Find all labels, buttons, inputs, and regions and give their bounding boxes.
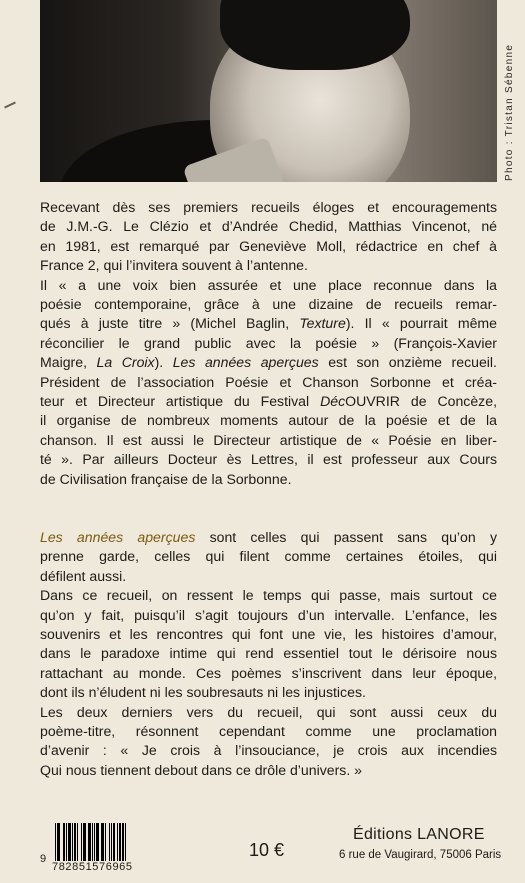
bio-line: en 1981, est remarqué par Geneviève Moll, rédactrice en chef à [40, 237, 497, 254]
bio-line: Président de l’association Poésie et Chanson Sorbonne et créa- [40, 373, 497, 390]
isbn-lead-digit: 9 [40, 853, 47, 865]
isbn-digits: 782851576965 [52, 861, 133, 873]
bio-line: de J.M.-G. Le Clézio et d’Andrée Chedid, Matthias Vincenot, né [40, 218, 497, 235]
blurb-line: Dans ce recueil, on ressent le temps qui passe, mais surtout ce [40, 587, 497, 604]
margin-mark [4, 102, 16, 109]
bio-line: il organise de nombreux moments autour de la poésie et de la [40, 412, 497, 429]
photo-hair [220, 0, 410, 70]
blurb-line: Les années aperçues sont celles qui passent sans qu’on y [40, 529, 497, 545]
bio-line: de Civilisation française de la Sorbonne. [40, 470, 292, 487]
blurb-line: qu’on y fait, puisqu’il s’agit toujours d’un intervalle. L’enfance, les [40, 606, 497, 623]
photo-credit: Photo : Tristan Sébenne [504, 43, 515, 181]
bio-line: teur et Directeur artistique du Festival DécOUVRIR de Concèze, [40, 393, 497, 410]
blurb-line: poème-titre, résonnent cependant comme une proclamation [40, 723, 497, 740]
barcode-bars [55, 823, 167, 861]
price-label: 10 € [249, 840, 285, 860]
book-blurb [40, 528, 497, 780]
blurb-line: d’avenir : « Je crois à l’insouciance, je crois aux incendies [40, 742, 497, 759]
blurb-line: Qui nous tiennent debout dans ce drôle d’univers. » [40, 761, 363, 778]
publisher-name: Éditions LANORE [353, 826, 485, 843]
bio-line: poésie contemporaine, grâce à une dizaine de recueils remar- [40, 296, 497, 313]
blurb-line: dans le paradoxe intime qui rend essentiel tout le dérisoire nous [40, 645, 497, 662]
bio-line: Il « a une voix bien assurée et une place reconnue dans la [40, 276, 497, 293]
blurb-line: Les deux derniers vers du recueil, qui sont aussi ceux du [40, 703, 497, 720]
blurb-line: rattachant au monde. Ces poèmes s’inscrivent dans leur époque, [40, 664, 497, 681]
blurb-line: prenne garde, celles qui filent comme certaines étoiles, qui [40, 548, 497, 565]
blurb-line: dont ils n’éludent ni les soubresauts ni les injustices. [40, 684, 366, 701]
bio-line: té ». Par ailleurs Docteur ès Lettres, il est professeur aux Cours [40, 451, 497, 468]
author-photo [40, 0, 497, 182]
isbn-barcode [40, 823, 167, 873]
barcode-bar [126, 823, 127, 861]
bio-line: Recevant dès ses premiers recueils éloges et encouragements [40, 199, 497, 215]
author-bio [40, 198, 497, 489]
bio-line: qués à juste titre » (Michel Baglin, Texture). Il « pourrait même [40, 315, 497, 332]
bio-line: France 2, qui l’invitera souvent à l’antenne. [40, 257, 308, 274]
blurb-line: souvenirs et les rencontres qui font une vie, les histoires d’amour, [40, 626, 497, 643]
bio-line: réconcilier le grand public avec la poésie » (François-Xavier [40, 334, 497, 351]
bio-line: chanson. Il est aussi le Directeur artistique de « Poésie en liber- [40, 431, 497, 448]
blurb-line: défilent aussi. [40, 567, 127, 584]
publisher-address: 6 rue de Vaugirard, 75006 Paris [339, 849, 502, 861]
bio-line: Maigre, La Croix). Les années aperçues est son onzième recueil. [40, 354, 497, 371]
